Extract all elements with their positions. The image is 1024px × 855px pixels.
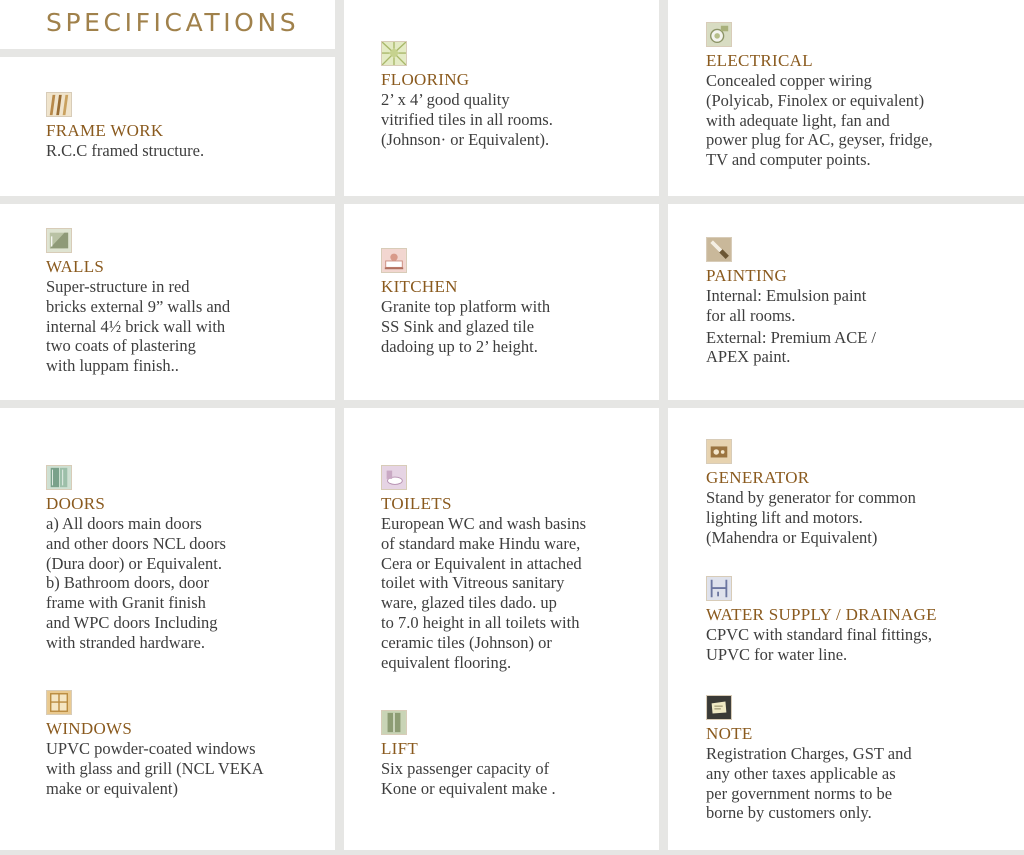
lift-icon [381,710,407,735]
spec-flooring [381,41,553,149]
doors-heading: DOORS [46,494,106,513]
spec-water-supply [706,576,937,665]
water-supply-icon [706,576,732,601]
generator-heading: GENERATOR [706,468,810,487]
electrical-icon [706,22,732,47]
spec-frame-work [46,92,204,161]
painting-internal-text: Internal: Emulsion paint for all rooms. [706,286,867,325]
walls-heading: WALLS [46,257,105,276]
toilets-heading: TOILETS [381,494,452,513]
electrical-heading: ELECTRICAL [706,51,813,70]
spec-doors [46,465,226,653]
painting-heading: PAINTING [706,266,788,285]
windows-text: UPVC powder-coated windows with glass and grill (NCL VEKA make or equivalent) [46,739,264,798]
title-panel [0,0,335,49]
spec-electrical [706,22,933,170]
note-text: Registration Charges, GST and any other taxes applicable as per government norms to be borne by customers only. [706,744,912,823]
frame-work-icon [46,92,72,117]
generator-text: Stand by generator for common lighting lift and motors. (Mahendra or Equivalent) [706,488,916,547]
spec-note [706,695,912,823]
walls-text: Super-structure in red bricks external 9” walls and internal 4½ brick wall with two coats of plastering with luppam finish.. [46,277,231,376]
flooring-icon [381,41,407,66]
kitchen-icon [381,248,407,273]
lift-text: Six passenger capacity of Kone or equivalent make . [381,759,556,798]
note-icon [706,695,732,720]
doors-icon [46,465,72,490]
flooring-text: 2’ x 4’ good quality vitrified tiles in all rooms. (Johnson· or Equivalent). [381,90,553,149]
walls-icon [46,228,72,253]
generator-icon [706,439,732,464]
kitchen-heading: KITCHEN [381,277,458,296]
note-heading: NOTE [706,724,753,743]
painting-icon [706,237,732,262]
spec-painting [706,237,876,367]
flooring-heading: FLOORING [381,70,470,89]
spec-generator [706,439,916,547]
electrical-text: Concealed copper wiring (Polyicab, Finolex or equivalent) with adequate light, fan and power plug for AC, geyser, fridge, TV and computer points. [706,71,933,170]
painting-external-text: External: Premium ACE / APEX paint. [706,327,877,367]
kitchen-text: Granite top platform with SS Sink and glazed tile dadoing up to 2’ height. [381,297,551,356]
spec-walls [46,228,230,376]
spec-windows [46,690,264,798]
spec-kitchen [381,248,550,356]
page-title: SPECIFICATIONS [46,8,300,37]
spec-lift [381,710,556,799]
spec-toilets [381,465,586,672]
windows-heading: WINDOWS [46,719,133,738]
toilets-text: European WC and wash basins of standard make Hindu ware, Cera or Equivalent in attached toilet with Vitreous sanitary ware, glazed tiles dado. up to 7.0 height in all toilets with ceramic tiles (Johnson) or equivalent flooring. [381,514,586,672]
frame-work-text: R.C.C framed structure. [46,141,205,160]
doors-text: a) All doors main doors and other doors NCL doors (Dura door) or Equivalent. b) Bathroom doors, door frame with Granit finish and WPC doors Including with stranded hardware. [46,514,226,652]
lift-heading: LIFT [381,739,419,758]
water-supply-heading: WATER SUPPLY / DRAINAGE [706,605,937,624]
windows-icon [46,690,72,715]
frame-work-heading: FRAME WORK [46,121,164,140]
water-supply-text: CPVC with standard final fittings, UPVC for water line. [706,625,932,664]
toilet-icon [381,465,407,490]
